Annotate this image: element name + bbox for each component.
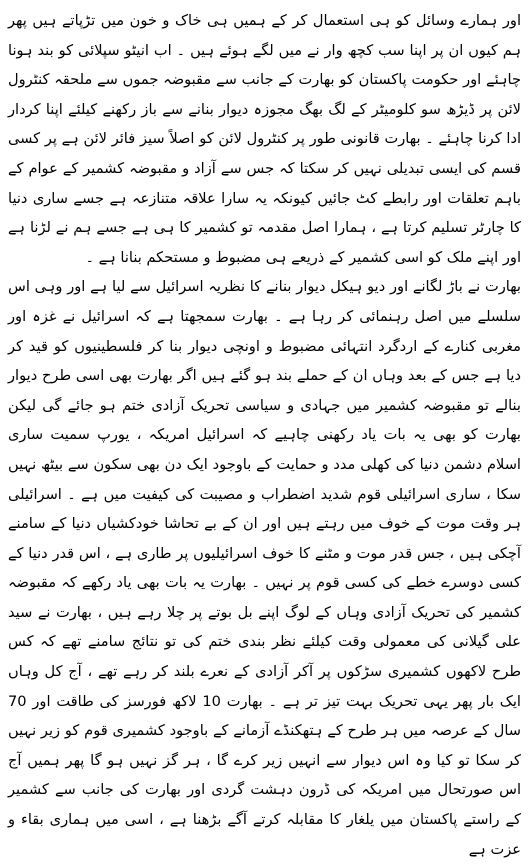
article-paragraph-2: بھارت نے باڑ لگانے اور دیو ہیکل دیوار بنانے کا نظریہ اسرائیل سے لیا ہے اور وہی اس سلسلے میں اصل رہنمائی کر رہا ہے ۔ بھارت سمجھتا ہے کہ اسرائیل نے غزہ اور مغربی کنارے کے اردگرد انتہائی مضبوط و اونچی دیوار بنا کر فلسطینیوں کو قید کر دیا ہے جس کے بعد وہاں ان کے حملے بند ہو گئے ہیں اگر بھارت بھی اسی طرح دیوار بنالے تو مقبوضہ کشمیر میں جہادی و سیاسی تحریک آزادی ختم ہو جائے گی لیکن بھارت کو بھی یہ بات یاد رکھنی چاہیے کہ اسرائیل امریکہ ، یورپ سمیت ساری اسلام دشمن دنیا کی کھلی مدد و حمایت کے باوجود ایک دن بھی سکون سے بیٹھ نہیں سکا ، ساری اسرائیلی قوم شدید اضطراب و مصیبت کی کیفیت میں ہے ۔ اسرائیلی ہر وقت موت کے خوف میں رہتے ہیں اور ان کے بے تحاشا خودکشیاں دنیا کے سامنے آچکی ہیں ، جس قدر موت و مٹنے کا خوف اسرائیلیوں پر طاری ہے ، اس قدر دنیا کے کسی دوسرے خطے کی کسی قوم پر نہیں ۔ بھارت یہ بات بھی یاد رکھے کہ مقبوضہ کشمیر کی تحریک آزادی وہاں کے لوگ اپنے بل بوتے پر چلا رہے ہیں ، بھارت نے سید علی گیلانی کی معمولی وقت کیلئے نظر بندی ختم کی تو نتائج سامنے تھے کہ کس طرح لاکھوں کشمیری سڑکوں پر آکر آزادی کے نعرے بلند کر رہے تھے ، آج کل وہاں ایک بار پھر یہی تحریک بہت تیز تر ہے ۔ بھارت 10 لاکھ فورسز کی طاقت اور 70 سال کے عرصہ میں ہر طرح کے ہتھکنڈے آزمانے کے باوجود کشمیری قوم کو زیر نہیں کر سکا تو کیا وہ اس دیوار سے انہیں زیر کرے گا ، ہر گز نہیں ہو گا پھر ہمیں آج اس صورتحال میں امریکہ کی ڈرون دہشت گردی اور بھارت کی جانب سے کشمیر کے راستے پاکستان میں یلغار کا مقابلہ کرتے آگے بڑھنا ہے ، اسی میں ہماری بقاء و عزت ہے [8, 278, 521, 858]
article-paragraph-1: اور ہمارے وسائل کو ہی استعمال کر کے ہمیں ہی خاک و خون میں تڑپاتے ہیں پھر ہم کیوں ان پر اپنا سب کچھ وار نے میں لگے ہوئے ہیں ۔ اب انیٹو سپلائی کو بند ہونا چاہئے اور حکومت پاکستان کو بھارت کے جانب سے مقبوضہ جموں سے ملحقہ کنٹرول لائن پر ڈیڑھ سو کلومیٹر کے لگ بھگ مجوزہ دیوار بنانے سے باز رکھنے کیلئے اپنا کردار ادا کرنا چاہئے ۔ بھارت قانونی طور پر کنٹرول لائن کو اصلاً سیز فائر لائن ہے پر کسی قسم کی ایسی تبدیلی نہیں کر سکتا کہ جس سے آزاد و مقبوضہ کشمیر کے عوام کے باہم تعلقات اور رابطے کٹ جائیں کیونکہ یہ سارا علاقہ متنازعہ ہے جسے ساری دنیا کا چارٹر تسلیم کرتا ہے ، ہمارا اصل مقدمہ تو کشمیر کا ہی ہے جسے ہم نے لڑنا ہے اور اپنے ملک کو اسی کشمیر کے ذریعے ہی مضبوط و مستحکم بنانا ہے ۔ [8, 12, 521, 266]
